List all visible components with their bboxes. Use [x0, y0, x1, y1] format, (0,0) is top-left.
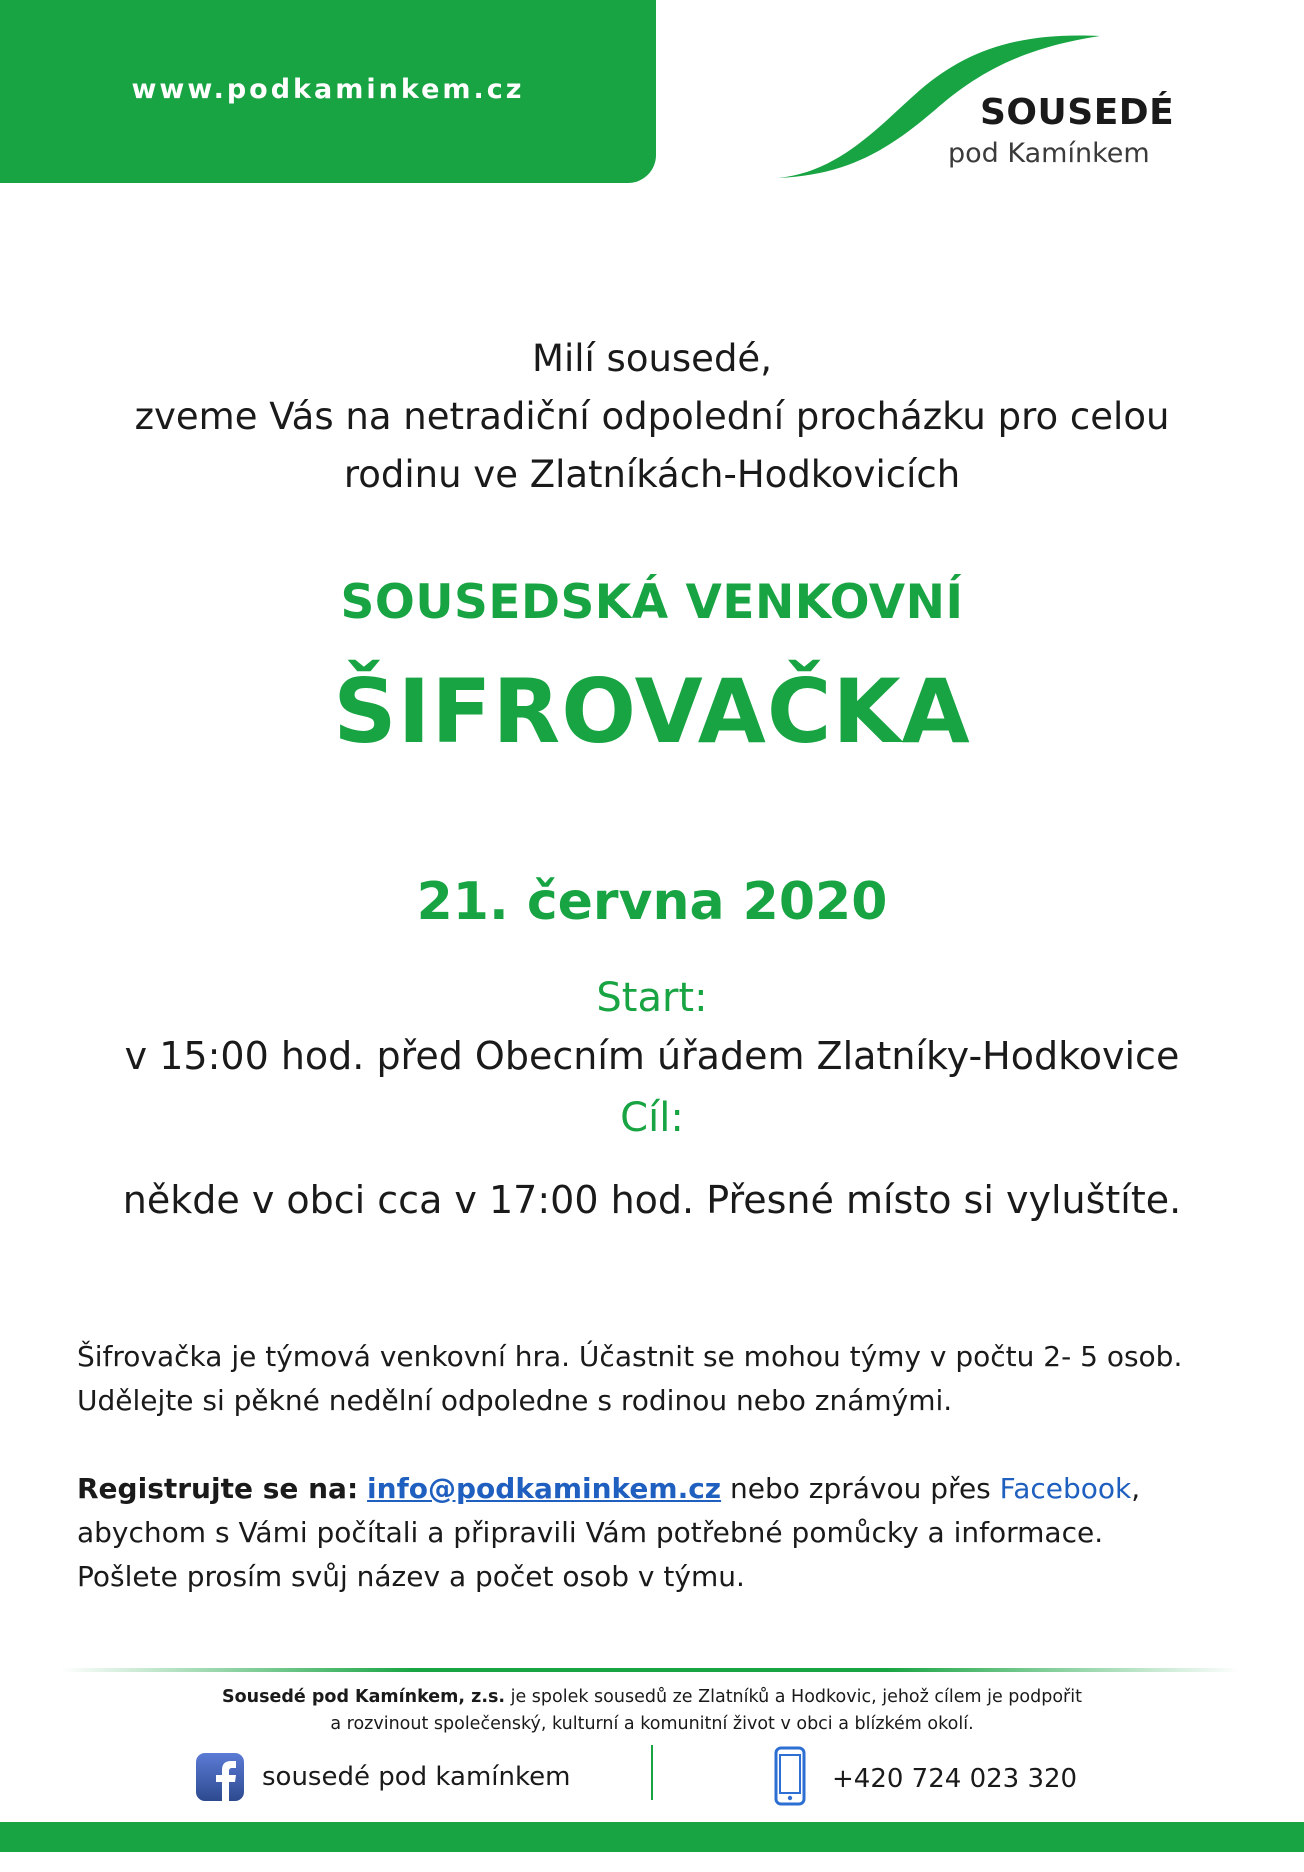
start-label: Start: [596, 975, 708, 1021]
info-line: Udělejte si pěkné nedělní odpoledne s rodinou nebo známými. [77, 1384, 953, 1417]
registration-mid-text: nebo zprávou přes [721, 1472, 1000, 1505]
bottom-bar [0, 1822, 1304, 1852]
facebook-page-name[interactable]: sousedé pod kamínkem [262, 1762, 571, 1792]
invitation-text [0, 330, 1304, 504]
logo [770, 30, 1175, 190]
footer-about-line [0, 1684, 1304, 1711]
registration-label: Registrujte se na: [77, 1472, 359, 1505]
invitation-line: Milí sousedé, [532, 337, 772, 380]
event-title-line1: SOUSEDSKÁ VENKOVNÍ [340, 575, 964, 630]
logo-name: SOUSEDÉ [980, 92, 1175, 133]
facebook-link[interactable]: Facebook [999, 1472, 1132, 1505]
registration-line [77, 1467, 1257, 1511]
phone-number[interactable]: +420 724 023 320 [832, 1764, 1078, 1794]
invitation-line: rodinu ve Zlatníkách-Hodkovicích [343, 453, 961, 496]
smartphone-icon [774, 1746, 806, 1806]
registration-paragraph [77, 1467, 1257, 1599]
facebook-icon[interactable] [195, 1752, 245, 1802]
footer-divider [60, 1668, 1240, 1672]
footer-about-rest: je spolek sousedů ze Zlatníků a Hodkovic, jehož cílem je podpořit [505, 1687, 1082, 1707]
info-line: Šifrovačka je týmová venkovní hra. Účastnit se mohou týmy v počtu 2- 5 osob. [77, 1340, 1183, 1373]
event-title-line2: ŠIFROVAČKA [333, 660, 971, 763]
event-date: 21. června 2020 [416, 872, 888, 932]
footer-about-line: a rozvinout společenský, kulturní a komunitní život v obci a blízkém okolí. [330, 1714, 974, 1734]
start-text: v 15:00 hod. před Obecním úřadem Zlatníky-Hodkovice [124, 1034, 1180, 1078]
footer-separator [651, 1745, 653, 1800]
registration-line: abychom s Vámi počítali a připravili Vám potřebné pomůcky a informace. [77, 1516, 1104, 1549]
info-paragraph [77, 1335, 1257, 1423]
registration-comma: , [1131, 1472, 1141, 1505]
finish-text: někde v obci cca v 17:00 hod. Přesné místo si vyluštíte. [122, 1178, 1182, 1222]
finish-label: Cíl: [620, 1095, 684, 1141]
invitation-line: zveme Vás na netradiční odpolední procházku pro celou [134, 395, 1170, 438]
registration-line: Pošlete prosím svůj název a počet osob v týmu. [77, 1560, 745, 1593]
footer-org-name: Sousedé pod Kamínkem, z.s. [222, 1687, 506, 1707]
logo-subtitle: pod Kamínkem [948, 138, 1150, 169]
email-link[interactable]: info@podkaminkem.cz [367, 1472, 722, 1505]
footer-about [0, 1684, 1304, 1738]
site-url[interactable]: www.podkaminkem.cz [131, 74, 525, 105]
